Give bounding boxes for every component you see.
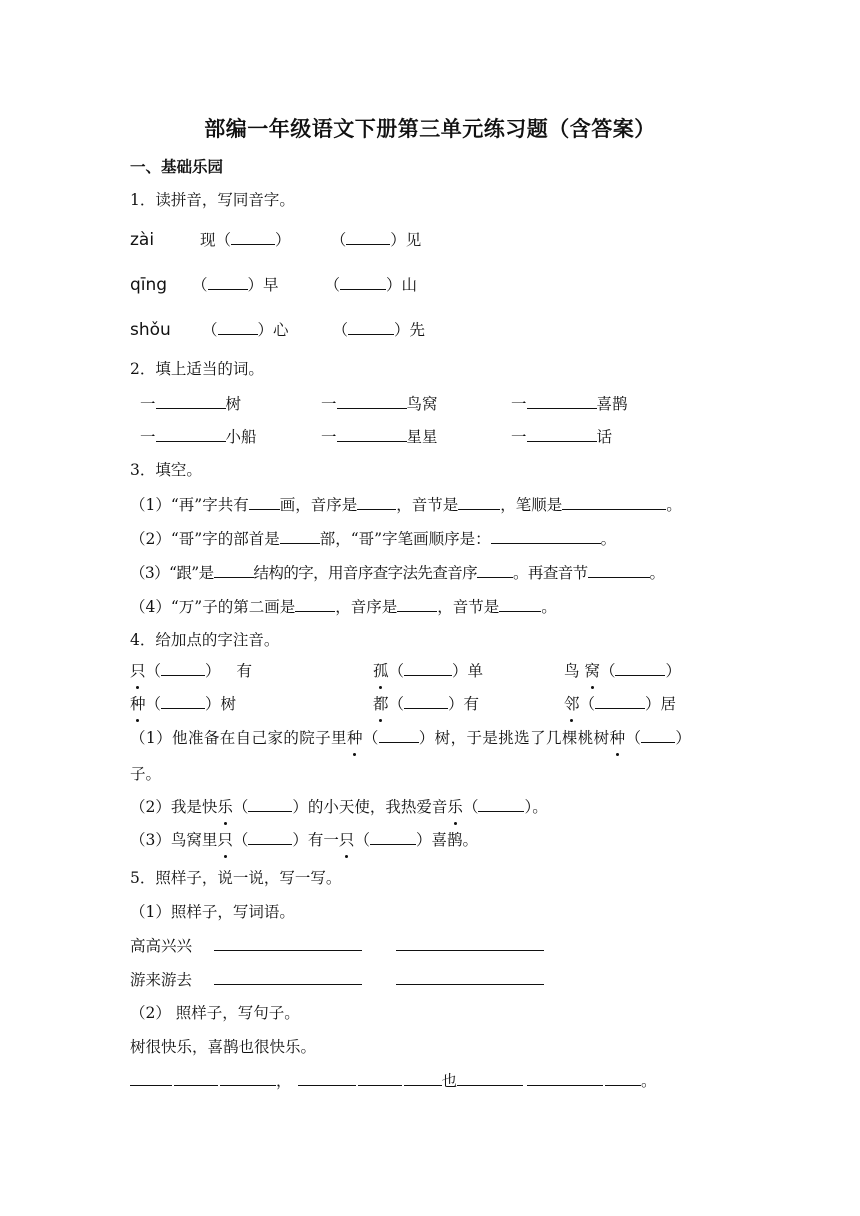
answer-blank[interactable]: [174, 1070, 218, 1086]
answer-blank[interactable]: [396, 935, 544, 951]
pinyin-label: qīng: [130, 275, 168, 295]
answer-blank[interactable]: [214, 562, 254, 578]
answer-blank[interactable]: [458, 494, 500, 510]
q4-sentence-2: （2）我是快乐（ ）的小天使，我热爱音乐（ ）。: [130, 798, 548, 816]
answer-blank[interactable]: [379, 727, 419, 743]
q3-line-2: （2）“哥”字的部首是 部，“哥”字笔画顺序是： 。: [130, 530, 617, 548]
q2-item: 一 鸟窝: [321, 395, 438, 413]
answer-blank[interactable]: [248, 796, 292, 812]
answer-blank[interactable]: [214, 935, 362, 951]
pinyin-label: zài: [130, 230, 155, 250]
q5-sub-2: （2） 照样子，写句子。: [130, 1004, 300, 1022]
answer-blank[interactable]: [404, 693, 448, 709]
q2-item: 一 喜鹊: [511, 395, 628, 413]
answer-blank[interactable]: [491, 528, 601, 544]
answer-blank[interactable]: [588, 562, 650, 578]
q3-line-4: （4）“万”子的第二画是 ，音序是 ，音节是 。: [130, 598, 557, 616]
answer-blank[interactable]: [370, 829, 416, 845]
q4-word: 鸟 窝（ ）: [564, 662, 681, 680]
page-title: 部编一年级语文下册第三单元练习题（含答案）: [204, 117, 656, 141]
q5-example-1: 高高兴兴: [130, 935, 544, 957]
answer-blank[interactable]: [478, 796, 524, 812]
question-1-prompt: 1．读拼音，写同音字。: [130, 191, 295, 209]
q2-item: 一 树: [140, 395, 242, 413]
answer-blank[interactable]: [357, 494, 396, 510]
answer-blank[interactable]: [208, 274, 248, 290]
answer-blank[interactable]: [337, 393, 407, 409]
q2-item: 一 小船: [140, 428, 257, 446]
answer-blank[interactable]: [527, 393, 597, 409]
section-heading: 一、基础乐园: [130, 158, 224, 176]
answer-blank[interactable]: [404, 660, 452, 676]
answer-blank[interactable]: [404, 1070, 442, 1086]
answer-blank[interactable]: [499, 596, 541, 612]
answer-blank[interactable]: [249, 494, 280, 510]
answer-blank[interactable]: [348, 319, 394, 335]
answer-blank[interactable]: [457, 1070, 523, 1086]
answer-blank[interactable]: [562, 494, 666, 510]
q4-sentence-1: （1）他准备在自己家的院子里种（ ）树，于是挑选了几棵桃树种（ ）: [130, 729, 692, 747]
question-3-prompt: 3．填空。: [130, 461, 202, 479]
answer-blank[interactable]: [396, 969, 544, 985]
answer-blank[interactable]: [220, 1070, 276, 1086]
answer-blank[interactable]: [337, 426, 407, 442]
q5-example-2: 游来游去: [130, 969, 544, 991]
answer-blank[interactable]: [161, 693, 205, 709]
q5-sub-1: （1）照样子，写词语。: [130, 903, 295, 921]
q5-sample-sentence: 树很快乐，喜鹊也很快乐。: [130, 1038, 317, 1056]
answer-blank[interactable]: [161, 660, 205, 676]
question-2-prompt: 2．填上适当的词。: [130, 360, 264, 378]
answer-blank[interactable]: [641, 727, 675, 743]
answer-blank[interactable]: [527, 1070, 603, 1086]
q4-word: 种（ ）树: [130, 695, 237, 713]
answer-blank[interactable]: [595, 693, 645, 709]
q3-line-3: （3）“跟”是 结构的字，用音序查字法先查音序 。再查音节 。: [130, 564, 665, 582]
q4-sentence-1-cont: 子。: [130, 765, 162, 783]
q4-word: 都（ ）有: [373, 695, 480, 713]
answer-blank[interactable]: [214, 969, 362, 985]
q4-word: 只（ ） 有: [130, 662, 253, 680]
pinyin-label: shǒu: [130, 320, 171, 340]
q4-word: 邻（ ）居: [564, 695, 677, 713]
answer-blank[interactable]: [248, 829, 292, 845]
answer-blank[interactable]: [298, 1070, 356, 1086]
answer-blank[interactable]: [280, 528, 320, 544]
answer-blank[interactable]: [130, 1070, 172, 1086]
answer-blank[interactable]: [397, 596, 437, 612]
answer-blank[interactable]: [231, 229, 275, 245]
q5-sentence-blank: ， 也 。: [130, 1070, 657, 1092]
q3-line-1: （1）“再”字共有 画，音序是 ，音节是 ，笔顺是 。: [130, 496, 682, 514]
q2-item: 一 话: [511, 428, 613, 446]
answer-blank[interactable]: [346, 229, 390, 245]
answer-blank[interactable]: [156, 393, 226, 409]
question-4-prompt: 4．给加点的字注音。: [130, 631, 280, 649]
q2-item: 一 星星: [321, 428, 438, 446]
answer-blank[interactable]: [605, 1070, 641, 1086]
q1-row-2: qīng （ ）早 （ ）山: [130, 275, 418, 295]
answer-blank[interactable]: [527, 426, 597, 442]
q1-row-3: shǒu （ ）心 （ ）先: [130, 320, 426, 340]
answer-blank[interactable]: [477, 562, 513, 578]
answer-blank[interactable]: [615, 660, 665, 676]
answer-blank[interactable]: [358, 1070, 402, 1086]
answer-blank[interactable]: [156, 426, 226, 442]
q4-sentence-3: （3）鸟窝里只（ ）有一只（ ）喜鹊。: [130, 831, 478, 849]
question-5-prompt: 5．照样子，说一说，写一写。: [130, 869, 342, 887]
q1-row-1: zài 现（ ） （ ）见: [130, 230, 422, 250]
answer-blank[interactable]: [295, 596, 335, 612]
answer-blank[interactable]: [218, 319, 258, 335]
q4-word: 孤（ ）单: [373, 662, 484, 680]
answer-blank[interactable]: [340, 274, 386, 290]
